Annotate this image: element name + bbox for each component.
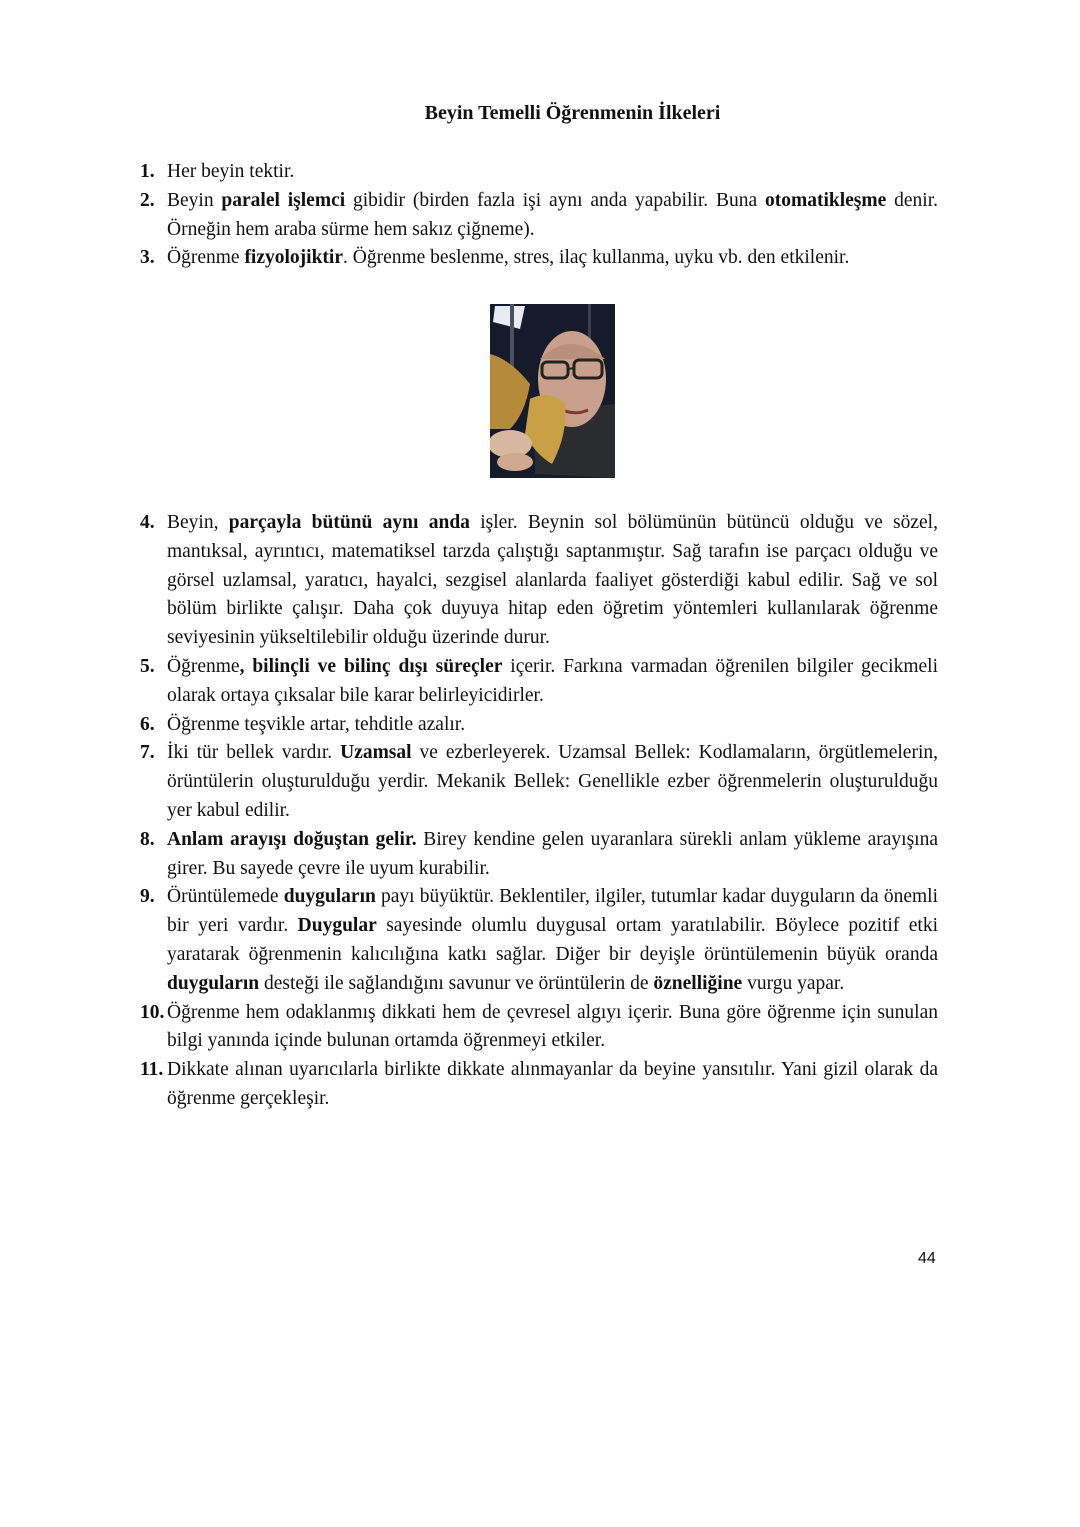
list-item-number: 10.	[140, 1001, 165, 1023]
list-item-number: 6.	[140, 713, 155, 735]
text-segment: içerir. Farkına varmadan öğrenilen bilgiler gecikmeli olarak ortaya çıksalar bile karar belirleyicidirler.	[167, 655, 938, 706]
text-segment: Öğrenme hem odaklanmış dikkati hem de çevresel algıyı içerir. Buna göre öğrenme için sunulan bilgi yanında içinde bulunan ortamda öğrenmeyi etkiler.	[167, 1001, 938, 1052]
text-segment: Öğrenme	[167, 247, 245, 269]
text-segment: payı büyüktür. Beklentiler, ilgiler, tutumlar kadar duyguların da önemli bir yeri vardır.	[167, 886, 938, 937]
text-segment: Beyin	[167, 189, 222, 211]
text-segment: İki tür bellek vardır.	[167, 742, 341, 764]
list-item-number: 7.	[140, 742, 155, 764]
list-item-number: 1.	[140, 161, 155, 182]
bold-text-segment: duyguların	[167, 972, 260, 994]
bold-text-segment: Uzamsal	[340, 742, 412, 764]
text-segment: denir. Örneğin hem araba sürme hem sakız çiğneme).	[167, 189, 938, 240]
list-item	[140, 883, 938, 998]
list-item	[140, 653, 938, 711]
bold-text-segment: öznelliğine	[653, 972, 743, 994]
bold-text-segment: Duygular	[297, 915, 377, 937]
list-item-number: 8.	[140, 828, 155, 850]
bold-text-segment: parçayla bütünü aynı anda	[228, 512, 470, 533]
list-item-number: 9.	[140, 886, 155, 908]
text-segment: Birey kendine gelen uyaranlara sürekli anlam yükleme arayışına girer. Bu sayede çevre ile uyum kurabilir.	[167, 828, 938, 879]
text-segment: sayesinde olumlu duygusal ortam yaratılabilir. Böylece pozitif etki yaratarak öğrenmenin kalıcılığına katkı sağlar. Diğer bir deyişle örüntülemenin büyük oranda	[167, 915, 939, 965]
text-segment: Öğrenme teşvikle artar, tehditle azalır.	[167, 713, 466, 735]
text-segment: ve ezberleyerek. Uzamsal Bellek: Kodlamaların, örgütlemelerin, örüntülerin oluşturulduğu yerdir. Mekanik Bellek: Genellikle ezber öğrenmelerin oluşturulduğu yer kabul edilir.	[167, 742, 939, 821]
list-item-number: 4.	[140, 512, 155, 533]
photo-man-with-food	[490, 304, 615, 478]
text-segment: . Öğrenme beslenme, stres, ilaç kullanma, uyku vb. den etkilenir.	[343, 247, 850, 269]
list-item-number: 3.	[140, 247, 155, 269]
text-segment: Her beyin tektir.	[167, 161, 295, 182]
text-segment: Öğrenme	[167, 655, 240, 677]
list-item	[140, 739, 938, 825]
text-segment: desteği ile sağlandığını savunur ve örüntülerin de	[259, 972, 654, 994]
list-item	[140, 711, 938, 740]
text-segment: gibidir (birden fazla işi aynı anda yapabilir. Buna	[345, 189, 765, 211]
page-number: 44	[918, 1250, 936, 1267]
bold-text-segment: , bilinçli ve bilinç dışı süreçler	[239, 655, 503, 677]
list-item	[140, 509, 938, 653]
bold-text-segment: paralel işlemci	[221, 189, 346, 211]
text-segment: vurgu yapar.	[742, 972, 845, 994]
bold-text-segment: Anlam arayışı doğuştan gelir.	[167, 828, 417, 850]
list-item	[140, 244, 938, 273]
text-segment: Dikkate alınan uyarıcılarla birlikte dikkate alınmayanlar da beyine yansıtılır. Yani gizil olarak da öğrenme gerçekleşir.	[167, 1059, 938, 1109]
list-item	[140, 187, 938, 245]
page-title: Beyin Temelli Öğrenmenin İlkeleri	[424, 102, 721, 124]
list-item-number: 11.	[140, 1059, 164, 1081]
text-segment: Beyin,	[167, 512, 229, 533]
list-item-number: 2.	[140, 189, 155, 211]
principles-list-part-2	[140, 509, 938, 1114]
photo-illustration	[490, 304, 615, 478]
list-item-number: 5.	[140, 655, 155, 677]
bold-text-segment: duyguların	[283, 886, 376, 908]
list-item	[140, 999, 938, 1057]
bold-text-segment: fizyolojiktir	[244, 247, 343, 269]
list-item	[140, 826, 938, 884]
list-item	[140, 158, 938, 187]
text-segment: Örüntülemede	[167, 886, 284, 908]
bold-text-segment: otomatikleşme	[764, 189, 887, 211]
principles-list-part-1	[140, 158, 938, 273]
text-segment: işler. Beynin sol bölümünün bütüncü olduğu ve sözel, mantıksal, ayrıntıcı, matematiksel tarzda çalıştığı saptanmıştır. Sağ tarafın ise parçacı olduğu ve görsel uzlamsal, yaratıcı, hayalci, sezgisel alanlarda faaliyet gösterdiği kabul edilir. Sağ ve sol bölüm birlikte çalışır. Daha çok duyuya hitap eden öğretim yöntemleri kullanılarak öğrenme seviyesinin yükseltilebilir olduğu üzerinde durur.	[167, 512, 938, 649]
list-item	[140, 1056, 938, 1114]
